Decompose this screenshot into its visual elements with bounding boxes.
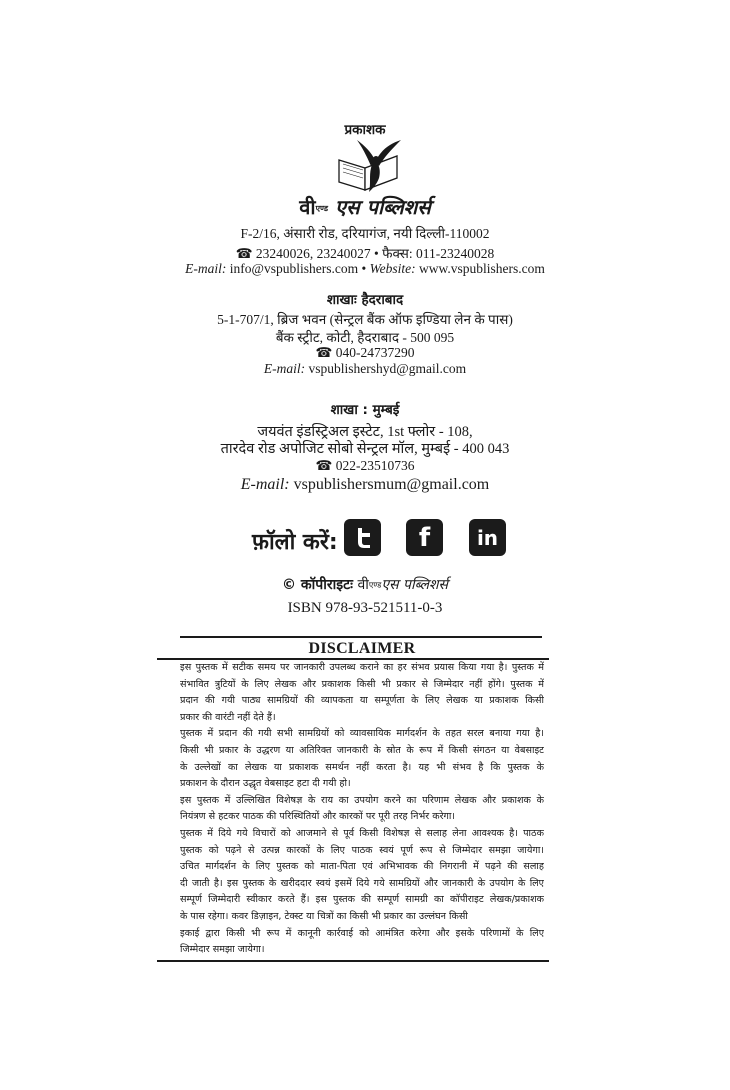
mumbai-email[interactable]: vspublishersmum@gmail.com bbox=[293, 476, 490, 493]
copyright-line bbox=[0, 575, 730, 594]
hyderabad-phone: ☎ 040-24737290 bbox=[315, 345, 415, 360]
mumbai-address-1: जयवंत इंडस्ट्रिअल इस्टेट, 1st फ्लोर - 108, bbox=[257, 424, 473, 440]
disclaimer-line: सम्पूर्ण जिम्मेदारी स्वीकार करते हैं। इस पुस्तक की सम्पूर्ण सामग्री का कॉपीराइट लेखक/प्रकाशक bbox=[180, 894, 544, 906]
disclaimer-line: पुस्तक को पढ़ने से उत्पन्न कारकों के लिए पाठक स्वयं पूर्ण रूप से जिम्मेदार समझा जायेगा। bbox=[180, 844, 544, 856]
disclaimer-bottom-rule bbox=[157, 960, 549, 962]
website-label: Website: bbox=[369, 261, 416, 276]
mumbai-heading: शाखा : मुम्बई bbox=[330, 402, 400, 418]
publisher-address: F-2/16, अंसारी रोड, दरियागंज, नयी दिल्ली-110002 bbox=[240, 226, 490, 241]
publisher-fax: 011-23240028 bbox=[416, 246, 495, 261]
mumbai-phone: ☎ 022-23510736 bbox=[315, 458, 415, 473]
publisher-website[interactable]: www.vspublishers.com bbox=[418, 261, 545, 276]
disclaimer-top-rule bbox=[180, 636, 542, 638]
mumbai-contact bbox=[0, 476, 730, 494]
copyright-label: © कॉपीराइटः bbox=[282, 577, 353, 593]
disclaimer-title: DISCLAIMER bbox=[308, 640, 416, 657]
disclaimer-line: पुस्तक में दिये गये विचारों को आजमाने से पूर्व किसी विशेषज्ञ से सलाह लेना आवश्यक है। पाठक bbox=[180, 827, 544, 839]
hyderabad-address-1: 5-1-707/1, ब्रिज भवन (सेन्ट्रल बैंक ऑफ इण्डिया लेन के पास) bbox=[217, 312, 513, 327]
book-eagle-icon bbox=[335, 138, 405, 198]
separator: • bbox=[361, 261, 367, 276]
disclaimer-line: प्रकार की वारंटी नहीं देते हैं। bbox=[180, 711, 276, 723]
disclaimer-body bbox=[180, 660, 544, 959]
hyderabad-email[interactable]: vspublishershyd@gmail.com bbox=[308, 361, 467, 376]
disclaimer-line: पुस्तक में प्रदान की गयी सभी सामग्रियों को व्यावसायिक मार्गदर्शन के तहत सरल बनाया गया है। bbox=[180, 728, 544, 740]
disclaimer-line: किसी भी प्रकार के उद्धरण या अतिरिक्त जानकारी के स्रोत के रूप में किसी संगठन या वेबसाइट bbox=[180, 744, 544, 756]
brand-name bbox=[0, 193, 730, 220]
disclaimer-line: दी जाती है। इस पुस्तक के खरीददार स्वयं इसमें दिये गये सामग्रियों और जानकारी के उपयोग के लिए bbox=[180, 877, 544, 889]
disclaimer-line: के पास रहेगा। कवर डिज़ाइन, टेक्स्ट या चित्रों का किसी भी प्रकार का उल्लंघन किसी bbox=[180, 910, 468, 922]
facebook-icon[interactable]: f bbox=[406, 519, 443, 556]
disclaimer-line: के उल्लेखों का लेखक या प्रकाशक समर्थन नहीं करता है। यह भी संभव है कि पुस्तक के bbox=[180, 761, 544, 773]
disclaimer-line: प्रकाशन के दौरान उद्धृत वेबसाइट हटा दी गयी हो। bbox=[180, 778, 351, 790]
twitter-t-glyph bbox=[351, 526, 375, 550]
isbn: ISBN 978-93-521511-0-3 bbox=[287, 600, 443, 616]
publisher-heading: प्रकाशक bbox=[344, 122, 386, 138]
twitter-icon[interactable] bbox=[344, 519, 381, 556]
disclaimer-line: संभावित त्रुटियों के लिए लेखक और प्रकाशक किसी भी प्रकार से जिम्मेदार नहीं होंगे। पुस्तक में bbox=[180, 678, 544, 690]
linkedin-icon[interactable]: in bbox=[469, 519, 506, 556]
publisher-logo bbox=[335, 138, 405, 198]
copyright-brand-mid: एण्ड bbox=[368, 580, 382, 590]
disclaimer-line: प्रदान की गयी पाठ्य सामग्रियों की व्यापकता या सम्पूर्णता के लिए लेखक या प्रकाशक किसी bbox=[180, 695, 544, 707]
disclaimer-line: इकाई द्वारा किसी भी रूप में कानूनी कार्रवाई को आमंत्रित करेगा और इसके परिणामों के लिए bbox=[180, 927, 544, 939]
publisher-email[interactable]: info@vspublishers.com bbox=[229, 261, 359, 276]
disclaimer-line: नियंत्रण से हटकर पाठक की परिस्थितियों और कारकों पर पूरी तरह निर्भर करेगा। bbox=[180, 811, 456, 823]
brand-post: एस पब्लिशर्स bbox=[335, 195, 431, 219]
disclaimer-line: जिम्मेदार समझा जायेगा। bbox=[180, 944, 265, 956]
mumbai-address-2: तारदेव रोड अपोजिट सोबो सेन्ट्रल मॉल, मुम्बई - 400 043 bbox=[220, 441, 510, 457]
publisher-phone bbox=[0, 244, 730, 262]
disclaimer-line: उचित मार्गदर्शन के लिए पुस्तक को माता-पिता एवं अभिभावक की निगरानी में पढ़ने की सलाह bbox=[180, 861, 544, 873]
disclaimer-line: इस पुस्तक में सटीक समय पर जानकारी उपलब्ध कराने का हर संभव प्रयास किया गया है। पुस्तक में bbox=[180, 662, 544, 673]
disclaimer-line: इस पुस्तक में उल्लिखित विशेषज्ञ के राय का उपयोग करने का परिणाम लेखक और प्रकाशक के bbox=[180, 794, 544, 806]
hyderabad-heading: शाखाः हैदराबाद bbox=[326, 292, 404, 308]
publisher-contact bbox=[0, 261, 730, 277]
follow-label: फ़ॉलो करें: bbox=[252, 530, 338, 555]
hyderabad-address-2: बैंक स्ट्रीट, कोटी, हैदराबाद - 500 095 bbox=[275, 330, 455, 345]
publisher-phone-numbers: ☎ 23240026, 23240027 • फैक्स: bbox=[235, 246, 413, 261]
email-label: E-mail: bbox=[263, 361, 306, 376]
brand-mid: एण्ड bbox=[315, 203, 329, 213]
copyright-brand-pre: वी bbox=[357, 577, 369, 593]
email-label: E-mail: bbox=[240, 476, 290, 493]
brand-pre: वी bbox=[299, 195, 316, 219]
hyderabad-contact bbox=[0, 361, 730, 377]
copyright-brand-post: एस पब्लिशर्स bbox=[381, 577, 448, 593]
email-label: E-mail: bbox=[185, 261, 227, 276]
